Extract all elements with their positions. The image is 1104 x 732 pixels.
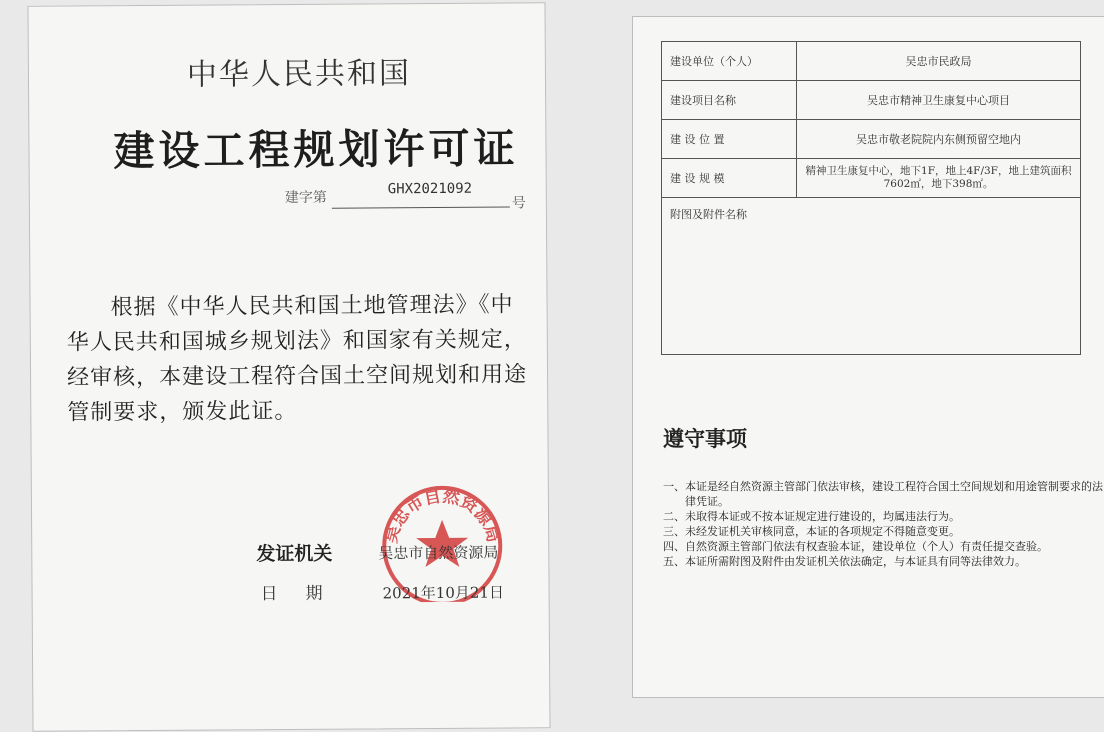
certificate-right-page [632, 16, 1104, 698]
date-label: 日期 [260, 583, 351, 605]
notice-item: 一、本证是经自然资源主管部门依法审核，建设工程符合国土空间规划和用途管制要求的法律凭证。 [663, 480, 1103, 508]
issue-date: 2021年10月21日 [382, 583, 505, 603]
certificate-title: 建设工程规划许可证 [113, 124, 519, 176]
project-info-table [661, 41, 1081, 355]
issuer-label: 发证机关 [256, 542, 333, 566]
serial-number: GHX2021092 [387, 180, 473, 198]
notice-item: 二、未取得本证或不按本证规定进行建设的，均属违法行为。 [663, 510, 960, 523]
certificate-body: 根据《中华人民共和国土地管理法》《中华人民共和国城乡规划法》和国家有关规定，经审核，本建设工程符合国土空间规划和用途管制要求，颁发此证。 [66, 292, 528, 426]
country-name: 中华人民共和国 [186, 56, 412, 93]
table-row [662, 120, 1081, 159]
row-value: 精神卫生康复中心，地下1F，地上4F/3F，地上建筑面积7602㎡，地下398㎡。 [797, 159, 1081, 198]
table-row [662, 81, 1081, 120]
table-row [662, 159, 1081, 198]
notice-item: 三、未经发证机关审核同意，本证的各项规定不得随意变更。 [663, 525, 960, 538]
serial-label: 建字第 [284, 189, 327, 207]
table-row [662, 42, 1081, 81]
notice-list [663, 479, 1103, 569]
certificate-left-page [27, 2, 550, 732]
attachments-row [662, 198, 1081, 355]
row-value: 吴忠市精神卫生康复中心项目 [797, 81, 1081, 120]
notice-item: 四、自然资源主管部门依法有权查验本证，建设单位（个人）有责任提交查验。 [663, 540, 1048, 553]
attachments-label: 附图及附件名称 [662, 198, 1081, 355]
row-value: 吴忠市民政局 [797, 42, 1081, 81]
row-label: 建设单位（个人） [662, 42, 797, 81]
serial-suffix: 号 [511, 195, 526, 212]
row-label: 建 设 规 模 [662, 159, 797, 198]
serial-underline [332, 206, 510, 208]
svg-text:吴忠市自然资源局: 吴忠市自然资源局 [381, 486, 504, 546]
notice-title: 遵守事项 [663, 427, 747, 451]
row-label: 建 设 位 置 [662, 120, 797, 159]
issuer-name: 吴忠市自然资源局 [378, 543, 499, 563]
row-label: 建设项目名称 [662, 81, 797, 120]
notice-item: 五、本证所需附图及附件由发证机关依法确定，与本证具有同等法律效力。 [663, 555, 1026, 568]
row-value: 吴忠市敬老院院内东侧预留空地内 [797, 120, 1081, 159]
